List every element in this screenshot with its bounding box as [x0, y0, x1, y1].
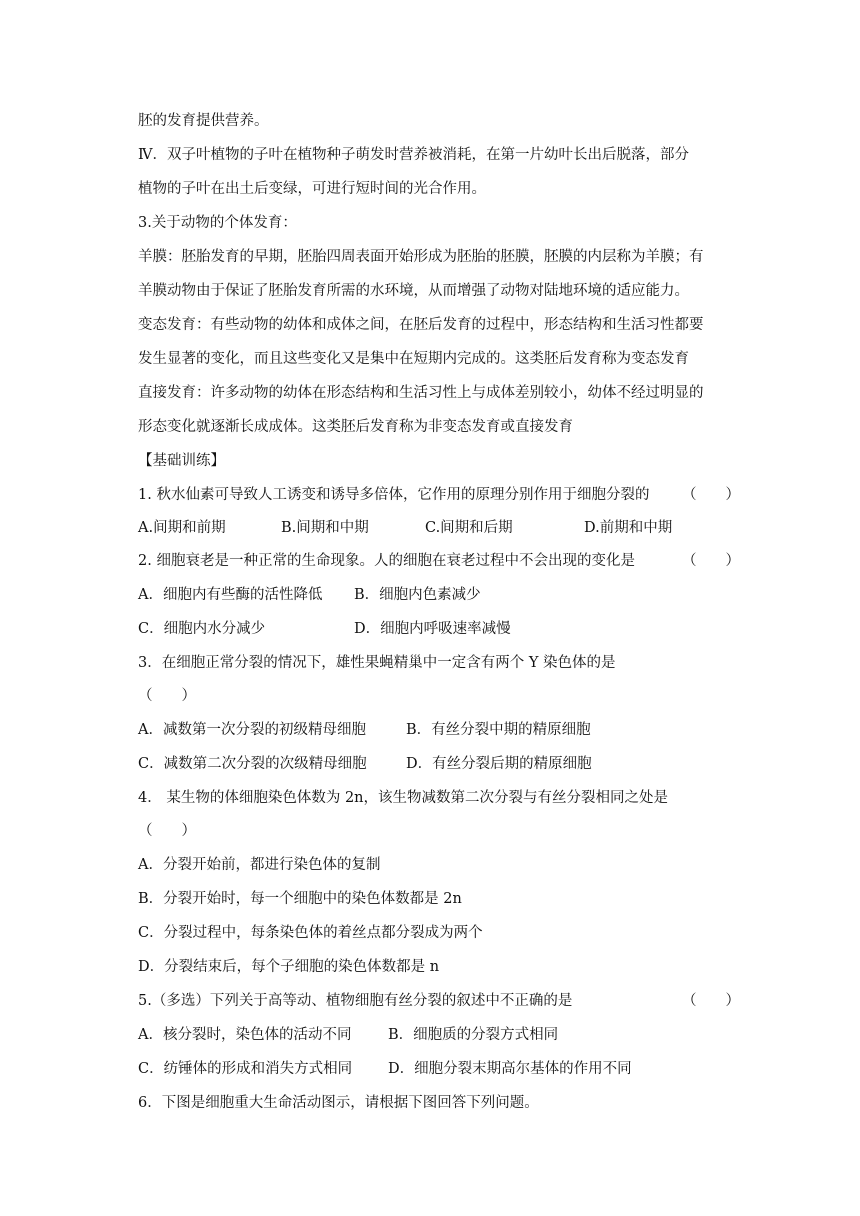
option-d: D.前期和中期: [584, 520, 673, 536]
question-stem: 3．在细胞正常分裂的情况下，雄性果蝇精巢中一定含有两个 Y 染色体的是: [138, 655, 616, 671]
option-b: B.间期和中期: [281, 520, 369, 536]
question-stem: 1. 秋水仙素可导致人工诱变和诱导多倍体，它作用的原理分别作用于细胞分裂的: [138, 487, 650, 503]
paragraph-line: 直接发育：许多动物的幼体在形态结构和生活习性上与成体差别较小，幼体不经过明显的: [138, 385, 704, 401]
option-c: C．细胞内水分减少: [138, 621, 266, 637]
option-c: C．纺锤体的形成和消失方式相同: [138, 1061, 353, 1077]
option-a: A.间期和前期: [138, 520, 226, 536]
question-stem: 5.（多选）下列关于高等动、植物细胞有丝分裂的叙述中不正确的是: [138, 993, 573, 1009]
paragraph-line: 变态发育：有些动物的幼体和成体之间，在胚后发育的过程中，形态结构和生活习性都要: [138, 317, 704, 333]
option-a: A．核分裂时，染色体的活动不同: [138, 1027, 352, 1043]
question-stem: 2. 细胞衰老是一种正常的生命现象。人的细胞在衰老过程中不会出现的变化是: [138, 553, 635, 569]
paragraph-line: 形态变化就逐渐长成成体。这类胚后发育称为非变态发育或直接发育: [138, 419, 573, 435]
question-stem: 6．下图是细胞重大生命活动图示，请根据下图回答下列问题。: [138, 1095, 539, 1111]
option-d: D．细胞分裂末期高尔基体的作用不同: [388, 1061, 632, 1077]
section-title: 【基础训练】: [138, 453, 225, 469]
answer-paren: （ ）: [682, 553, 740, 569]
paragraph-line: 羊膜动物由于保证了胚胎发育所需的水环境，从而增强了动物对陆地环境的适应能力。: [138, 283, 689, 299]
option-b: B．细胞内色素减少: [354, 587, 481, 603]
option-a: A．减数第一次分裂的初级精母细胞: [138, 722, 366, 738]
option-b: B．分裂开始时，每一个细胞中的染色体数都是 2n: [138, 891, 462, 907]
option-c: C．减数第二次分裂的次级精母细胞: [138, 756, 367, 772]
answer-paren: （ ）: [682, 993, 740, 1009]
paragraph-line: 羊膜：胚胎发育的早期，胚胎四周表面开始形成为胚胎的胚膜，胚膜的内层称为羊膜；有: [138, 249, 704, 265]
option-a: A．细胞内有些酶的活性降低: [138, 587, 323, 603]
answer-paren: （ ）: [682, 487, 740, 503]
paragraph-heading: 3.关于动物的个体发育：: [138, 215, 297, 231]
option-c: C．分裂过程中，每条染色体的着丝点都分裂成为两个: [138, 925, 483, 941]
paragraph-line: Ⅳ．双子叶植物的子叶在植物种子萌发时营养被消耗，在第一片幼叶长出后脱落，部分: [138, 147, 689, 163]
answer-paren: （ ）: [138, 688, 196, 704]
paragraph-line: 胚的发育提供营养。: [138, 113, 269, 129]
option-d: D．有丝分裂后期的精原细胞: [406, 756, 592, 772]
option-b: B．有丝分裂中期的精原细胞: [406, 722, 591, 738]
option-d: D．细胞内呼吸速率减慢: [354, 621, 511, 637]
question-stem: 4． 某生物的体细胞染色体数为 2n，该生物减数第二次分裂与有丝分裂相同之处是: [138, 790, 669, 806]
paragraph-line: 发生显著的变化，而且这些变化又是集中在短期内完成的。这类胚后发育称为变态发育: [138, 351, 689, 367]
option-b: B．细胞质的分裂方式相同: [388, 1027, 559, 1043]
option-c: C.间期和后期: [425, 520, 513, 536]
paragraph-line: 植物的子叶在出土后变绿，可进行短时间的光合作用。: [138, 181, 486, 197]
answer-paren: （ ）: [138, 823, 196, 839]
option-d: D．分裂结束后，每个子细胞的染色体数都是 n: [138, 959, 440, 975]
option-a: A．分裂开始前，都进行染色体的复制: [138, 857, 381, 873]
